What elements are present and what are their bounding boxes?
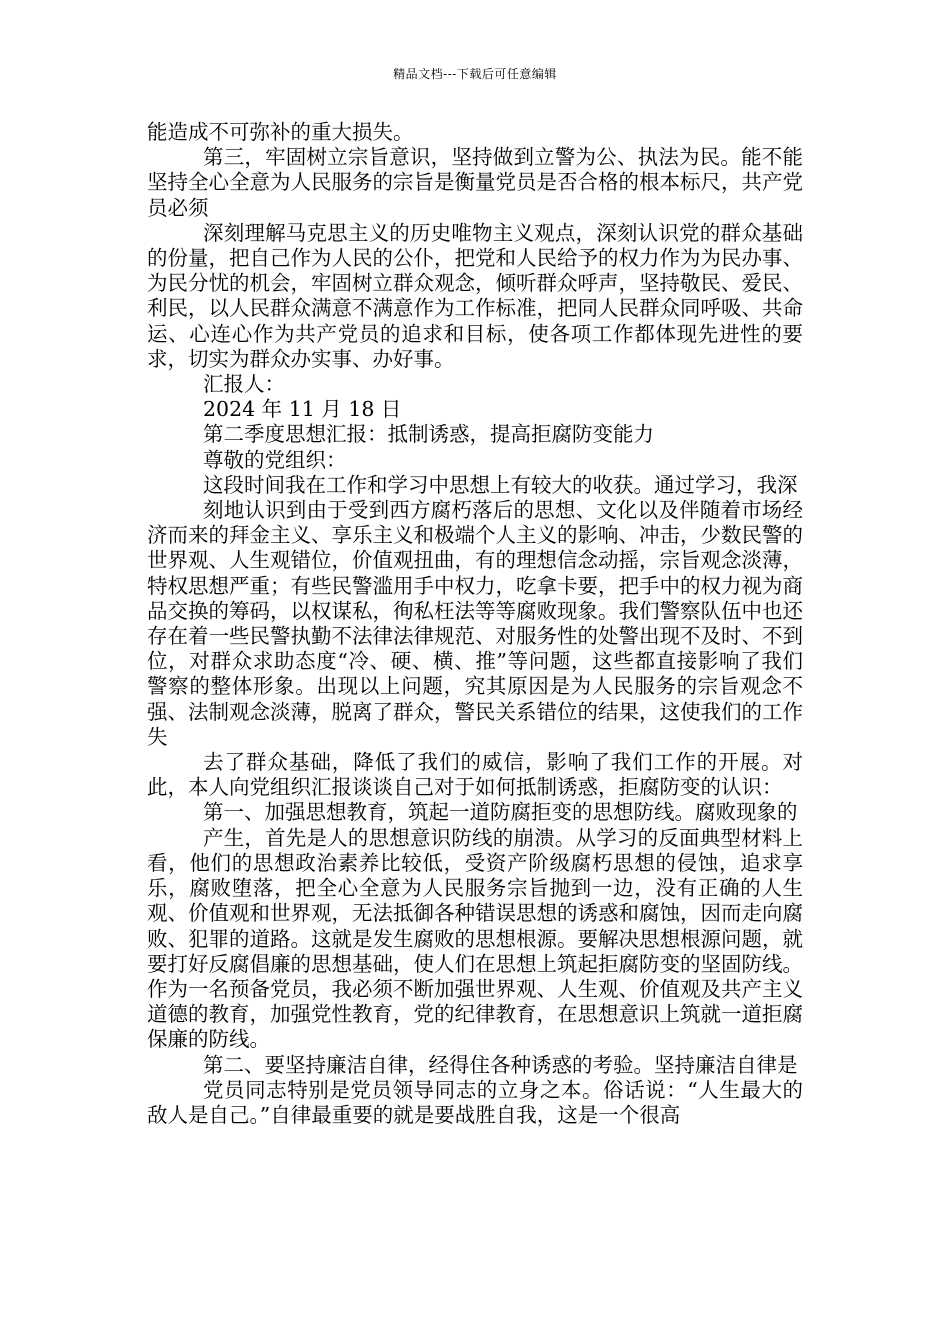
paragraph-13: 第二、要坚持廉洁自律，经得住各种诱惑的考验。坚持廉洁自律是 (203, 1052, 798, 1077)
paragraph-11: 第一、加强思想教育，筑起一道防腐拒变的思想防线。腐败现象的 (203, 800, 798, 825)
paragraph-9: 刻地认识到由于受到西方腐朽落后的思想、文化以及伴随着市场经济而来的拜金主义、享乐主义和极端个人主义的影响、冲击，少数民警的世界观、人生观错位，价值观扭曲，有的理想信念动摇，宗旨观念淡薄，特权思想严重；有些民警滥用手中权力，吃拿卡要，把手中的权力视为商品交换的筹码，以权谋私，徇私枉法等等腐败现象。我们警察队伍中也还存在着一些民警执勤不法律法律规范、对服务性的处警出现不及时、不到位，对群众求助态度“冷、硬、横、推”等问题，这些都直接影响了我们警察的整体形象。出现以上问题，究其原因是为人民服务的宗旨观念不强、法制观念淡薄，脱离了群众，警民关系错位的结果，这使我们的工作失 (147, 498, 803, 749)
date-line: 2024 年 11 月 18 日 (203, 397, 402, 422)
salutation: 尊敬的党组织： (203, 447, 347, 472)
document-body (147, 120, 803, 1128)
page-header: 精品文档---下载后可任意编辑 (393, 67, 557, 81)
reporter-line: 汇报人： (203, 372, 285, 397)
paragraph-8: 这段时间我在工作和学习中思想上有较大的收获。通过学习，我深 (203, 472, 798, 497)
paragraph-1: 能造成不可弥补的重大损失。 (147, 120, 414, 144)
paragraph-10: 去了群众基础，降低了我们的威信，影响了我们工作的开展。对此，本人向党组织汇报谈谈自己对于如何抵制诱惑，拒腐防变的认识： (147, 750, 803, 800)
paragraph-2: 第三，牢固树立宗旨意识，坚持做到立警为公、执法为民。能不能坚持全心全意为人民服务的宗旨是衡量党员是否合格的根本标尺，共产党员必须 (147, 145, 803, 220)
paragraph-12: 产生，首先是人的思想意识防线的崩溃。从学习的反面典型材料上看，他们的思想政治素养比较低，受资产阶级腐朽思想的侵蚀，追求享乐，腐败堕落，把全心全意为人民服务宗旨抛到一边，没有正确的人生观、价值观和世界观，无法抵御各种错误思想的诱惑和腐蚀，因而走向腐败、犯罪的道路。这就是发生腐败的思想根源。要解决思想根源问题，就要打好反腐倡廉的思想基础，使人们在思想上筑起拒腐防变的坚固防线。作为一名预备党员，我必须不断加强世界观、人生观、价值观及共产主义道德的教育，加强党性教育，党的纪律教育，在思想意识上筑就一道拒腐保廉的防线。 (147, 825, 803, 1052)
paragraph-3: 深刻理解马克思主义的历史唯物主义观点，深刻认识党的群众基础的份量，把自己作为人民的公仆，把党和人民给予的权力作为为民办事、为民分忧的机会，牢固树立群众观念，倾听群众呼声，坚持敬民、爱民、利民，以人民群众满意不满意作为工作标准，把同人民群众同呼吸、共命运、心连心作为共产党员的追求和目标，使各项工作都体现先进性的要求，切实为群众办实事、办好事。 (147, 220, 803, 371)
paragraph-14: 党员同志特别是党员领导同志的立身之本。俗话说：“人生最大的敌人是自己。”自律最重要的就是要战胜自我，这是一个很高 (147, 1077, 803, 1127)
report-title: 第二季度思想汇报：抵制诱惑，提高拒腐防变能力 (203, 422, 654, 447)
